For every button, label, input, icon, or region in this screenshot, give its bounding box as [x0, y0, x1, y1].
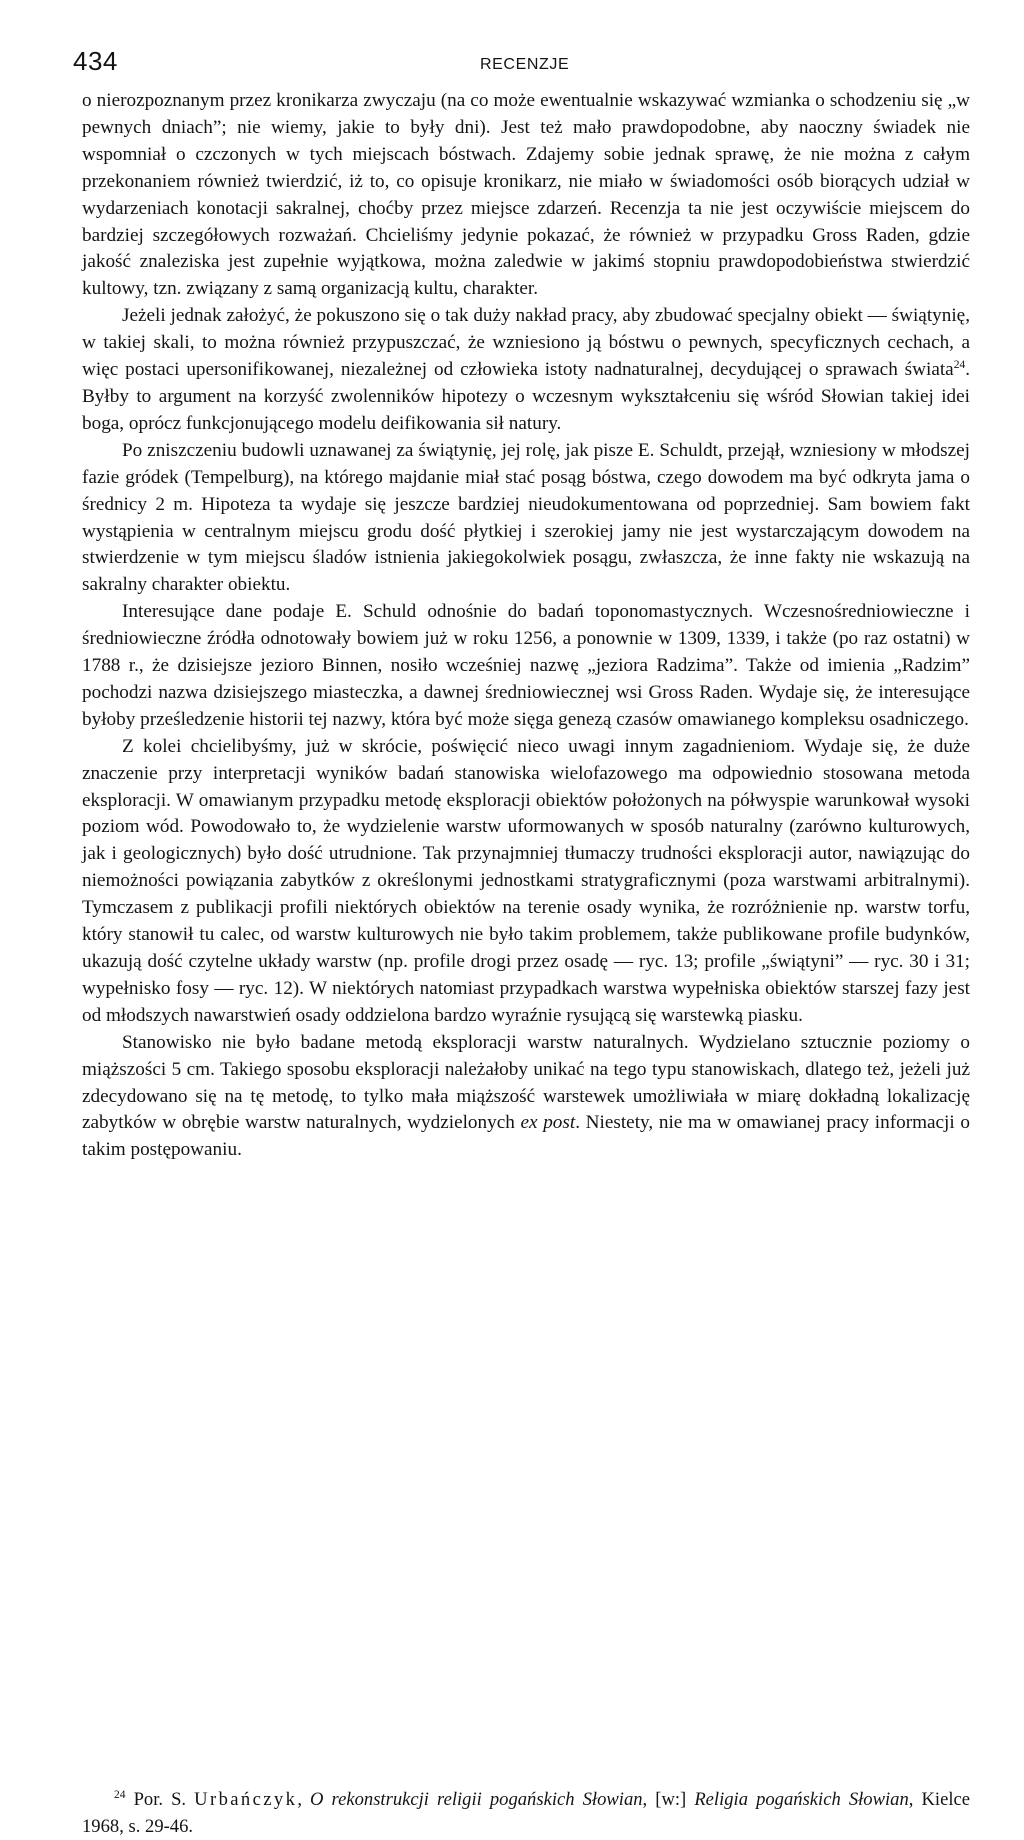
text-run: , Kielce 1968, s. 29-46.: [82, 1789, 971, 1837]
footnote-reference: 24: [953, 359, 966, 372]
text-run: . Byłby to argument na korzyść zwolenników hipotezy o wczesnym wykształceniu się wśród Słowian takiej idei boga, oprócz funkcjonującego modelu deifikowania sił natury.: [82, 359, 970, 434]
text-run: Z kolei chcielibyśmy, już w skrócie, poświęcić nieco uwagi innym zagadnieniom. Wydaje się, że duże znaczenie przy interpretacji wyników badań stanowiska wielofazowego ma odpowiednio stosowana metoda eksploracji. W omawianym przypadku metodę eksploracji obiektów położonych na półwyspie warunkował wysoki poziom wód. Powodowało to, że wydzielenie warstw uformowanych w sposób naturalny (zarówno kulturowych, jak i geologicznych) było dość utrudnione. Tak przynajmniej tłumaczy trudności eksploracji autor, nawiązując do niemożności powiązania zabytków z określonymi jednostkami stratygraficznymi (poza warstwami arbitralnymi). Tymczasem z publikacji profili niektórych obiektów na terenie osady wynika, że rozróżnienie np. warstw torfu, który stanowił tu calec, od warstw kulturowych nie było takim problemem, także publikowane profile budynków, ukazują dość czytelne układy warstw (np. profile drogi przez osadę — ryc. 13; profile „świątyni” — ryc. 30 i 31; wypełnisko fosy — ryc. 12). W niektórych natomiast przypadkach warstwa wypełniska obiektów starszej fazy jest od młodszych nawarstwień osady oddzielona bardzo wyraźnie rysującą się warstewką piasku.: [82, 735, 970, 1026]
page-number: 434: [73, 46, 118, 76]
text-run: . Niestety, nie ma w omawianej pracy informacji o takim postępowaniu.: [82, 1112, 970, 1161]
text-run: Stanowisko nie było badane metodą eksploracji warstw naturalnych. Wydzielano sztucznie poziomy o miąższości 5 cm. Takiego sposobu eksploracji należałoby unikać na tego typu stanowiskach, dlatego też, jeżeli już zdecydowano się na tę metodę, to tylko mała miąższość warstewek umożliwiała w miarę dokładną lokalizację zabytków w obrębie warstw naturalnych, wydzielonych: [82, 1031, 970, 1134]
text-run: Jeżeli jednak założyć, że pokuszono się o tak duży nakład pracy, aby zbudować specjalny obiekt — świątynię, w takiej skali, to można również przypuszczać, że wzniesiono ją bóstwu o pewnych, specyficznych cechach, a więc postaci upersonifikowanej, niezależnej od człowieka istoty nadnaturalnej, decydującej o sprawach świata: [82, 305, 970, 381]
text-run: o nierozpoznanym przez kronikarza zwyczaju (na co może ewentualnie wskazywać wzmianka o schodzeniu się „w pewnych dniach”; nie wiemy, jakie to były dni). Jest też mało prawdopodobne, aby naoczny świadek nie wspomniał o czczonych w tych miejscach bóstwach. Zdajemy sobie jednak sprawę, że nie można z całym przekonaniem również twierdzić, iż to, co opisuje kronikarz, nie miało w świadomości osób biorących udział w wydarzeniach konotacji sakralnej, choćby przez miejsce zdarzeń. Recenzja ta nie jest oczywiście miejscem do bardziej szczegółowych rozważań. Chcieliśmy jedynie pokazać, że również w przypadku Gross Raden, gdzie jakość znaleziska jest zupełnie wyjątkowa, można zaledwie w jakimś stopniu prawdopodobieństwa stwierdzić kultowy, tzn. związany z samą organizacją kultu, charakter.: [82, 90, 970, 300]
body-text: [82, 88, 970, 1164]
italic-text: Religia pogańskich Słowian: [694, 1789, 909, 1810]
text-run: Por. S.: [125, 1789, 195, 1810]
paragraph: [82, 734, 970, 1030]
text-run: , [w:]: [642, 1789, 695, 1810]
italic-text: ex post: [520, 1112, 576, 1134]
footnote-number: 24: [114, 1789, 126, 1801]
paragraph: [82, 88, 970, 303]
text-run: Po zniszczeniu budowli uznawanej za świątynię, jej rolę, jak pisze E. Schuldt, przejął, wzniesiony w młodszej fazie gródek (Tempelburg), na którego majdanie miał stać posąg bóstwa, czego dowodem ma być odkryta jama o średnicy 2 m. Hipoteza ta wydaje się jeszcze bardziej nieudokumentowana od poprzedniej. Sam bowiem fakt wystąpienia w centralnym miejscu grodu dość płytkiej i szerokiej jamy nie jest wystarczającym dowodem na stwierdzenie w tym miejscu śladów istnienia jakiegokolwiek posągu, zwłaszcza, że inne fakty nie wskazują na sakralny charakter obiektu.: [82, 439, 970, 596]
text-run: Interesujące dane podaje E. Schuld odnośnie do badań toponomastycznych. Wczesnośredniowieczne i średniowieczne źródła odnotowały bowiem już w roku 1256, a ponownie w 1309, 1339, i także (po raz ostatni) w 1788 r., że dzisiejsze jezioro Binnen, nosiło wcześniej nazwę „jeziora Radzima”. Także od imienia „Radzim” pochodzi nazwa dzisiejszego miasteczka, a dawnej średniowiecznej wsi Gross Raden. Wydaje się, że interesujące byłoby prześledzenie historii tej nazwy, która być może sięga genezą czasów omawianego kompleksu osadniczego.: [82, 601, 970, 730]
running-title: RECENZJE: [480, 56, 570, 73]
paragraph: [82, 1030, 970, 1165]
paragraph: [82, 438, 970, 599]
running-head: [0, 0, 1024, 100]
footnote: [82, 1786, 970, 1840]
paragraph: [82, 599, 970, 734]
author-name: Urbańczyk: [194, 1789, 298, 1810]
italic-text: O rekonstrukcji religii pogańskich Słowian: [310, 1789, 643, 1810]
paragraph: [82, 303, 970, 438]
text-run: ,: [297, 1789, 311, 1810]
footnote-text: [82, 1786, 970, 1840]
